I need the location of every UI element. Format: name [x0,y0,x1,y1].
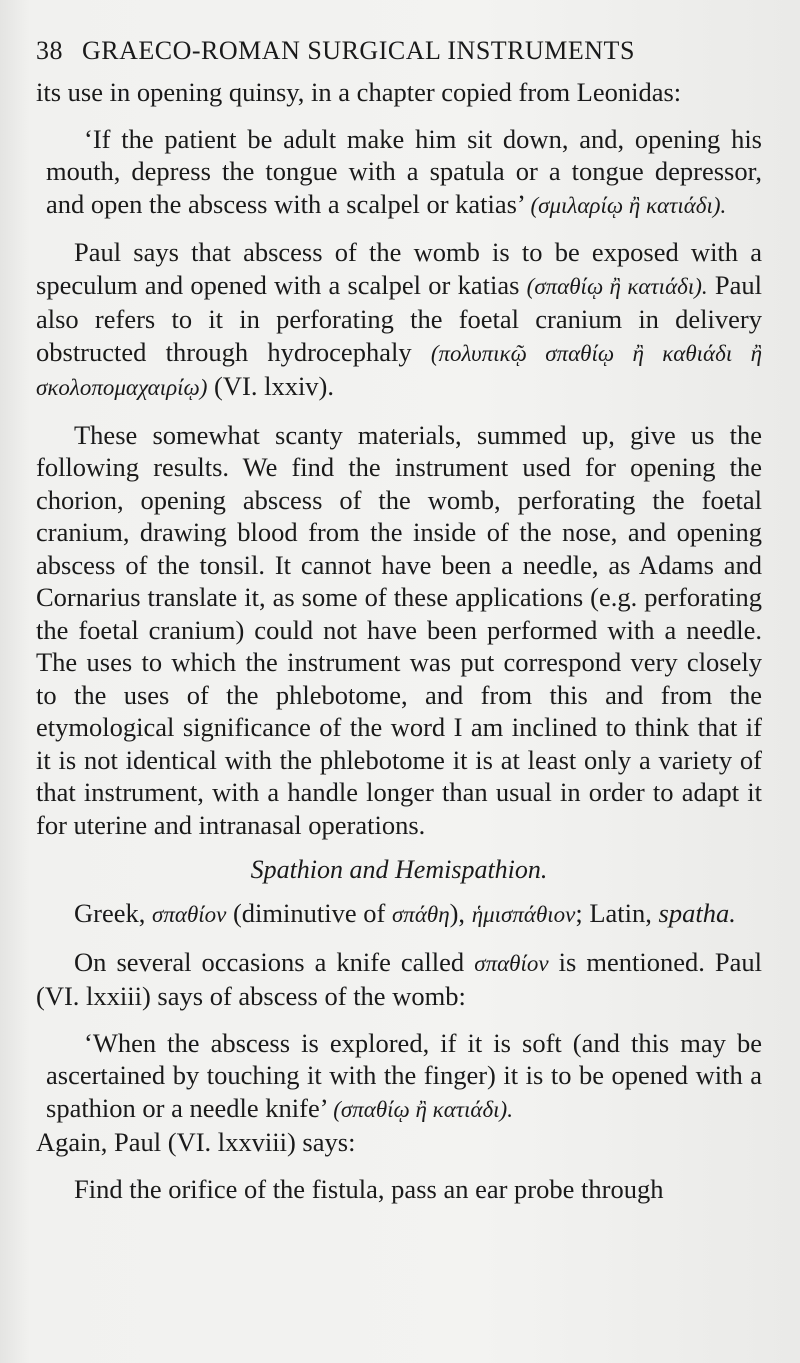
greek-term: (πολυπικῷ σπαθίῳ ἢ καθιάδι ἢ σκολοπομαχαιρίῳ) [36,340,763,400]
greek-term: (σμιλαρίῳ ἢ κατιάδι). [530,192,727,218]
text-run: Paul also refers to it in perforating the foetal cranium in delivery obstructed through hydrocephaly [36,269,762,367]
running-header [36,36,762,66]
paragraph-quinsy [36,76,762,109]
text-run: ‘If the patient be adult make him sit down, and, opening his mouth, depress the tongue with a spatula or a tongue depressor, and open the abscess with a scalpel or katias’ [46,123,762,219]
greek-term: (σπαθίῳ ἢ κατιάδι). [526,273,708,299]
greek-term: σπαθίον [474,950,549,976]
latin-term: spatha. [658,898,736,928]
text-run: These somewhat scanty materials, summed up, give us the following results. We find the instrument used for opening the chorion, opening abscess of the womb, perforating the foetal cranium, drawing blood from the inside of the nose, and opening abscess of the tonsil. It cannot have been a needle, as Adams and Cornarius translate it, as some of these applications (e.g. perforating the foetal cranium) could not have been performed with a needle. The uses to which the instrument was put correspond very closely to the uses of the phlebotome, and from this and from the etymological significance of the word I am inclined to think that if it is not identical with the phlebotome it is at least only a variety of that instrument, with a handle longer than usual in order to adapt it for uterine and intranasal operations. [36,419,762,840]
running-title: GRAECO-ROMAN SURGICAL INSTRUMENTS [82,36,635,65]
text-run: (diminutive of [226,898,392,928]
greek-term: ἡμισπάθιον [471,902,576,927]
text-run: Greek, [74,898,152,928]
quote-abscess [36,1027,762,1127]
greek-term: σπαθίον [152,902,227,927]
greek-term: (σπαθίῳ ἢ κατιάδι). [333,1096,513,1122]
paragraph-summary [36,419,762,842]
text-run: Find the orifice of the fistula, pass an ear probe through [74,1173,664,1204]
paragraph-knife [36,946,762,1013]
text-run: its use in opening quinsy, in a chapter copied from Leonidas: [36,77,682,107]
paragraph-again-paul [36,1126,762,1159]
paragraph-fistula [36,1173,762,1206]
page-number: 38 [36,36,63,65]
text-run: Again, Paul (VI. lxxviii) says: [36,1127,356,1157]
section-heading: Spathion and Hemispathion. [250,855,548,884]
greek-term: σπάθη [391,902,450,927]
quote-leonidas [36,123,762,223]
text-run: On several occasions a knife called [74,946,475,977]
text-run: ), [449,898,472,928]
text-run: (VI. lxxiv). [207,371,335,401]
paragraph-paul-womb [36,236,762,405]
text-run: ‘When the abscess is explored, if it is soft (and this may be ascertained by touching it with the finger) it is to be opened with a spathion or a needle knife’ [46,1027,762,1123]
text-run: is mentioned. Paul (VI. lxxiii) says of abscess of the womb: [36,946,763,1011]
paragraph-greek-latin [36,897,762,932]
text-run: ; Latin, [575,898,659,928]
text-run: Paul says that abscess of the womb is to be exposed with a speculum and opened with a scalpel or katias [36,237,762,300]
